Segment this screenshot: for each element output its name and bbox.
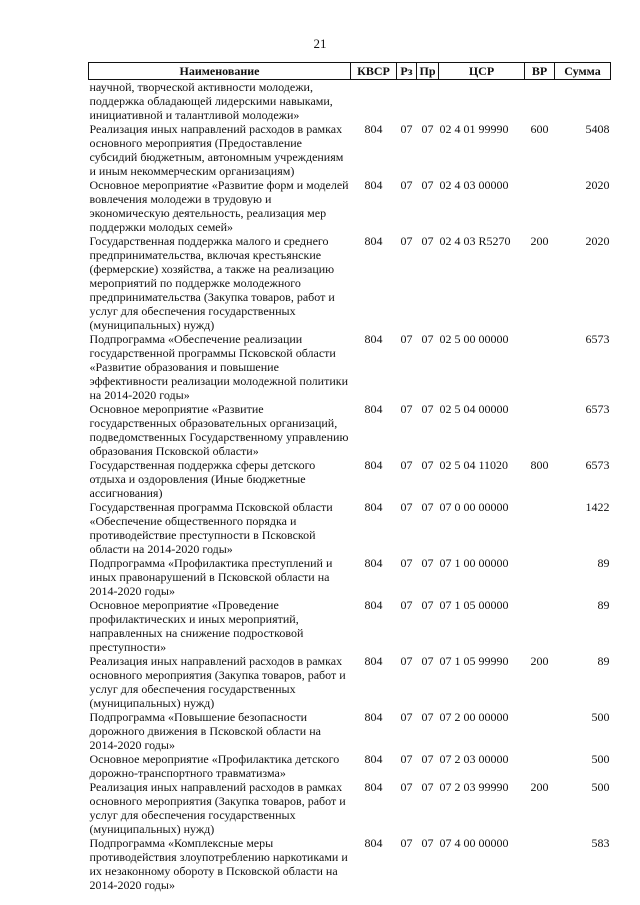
- cell-csr: 02 4 03 00000: [439, 178, 509, 192]
- cell-name: Подпрограмма «Повышение безопасности дорожного движения в Псковской области на 2014-2020 годы»: [89, 710, 321, 752]
- cell-rz: 07: [400, 752, 413, 766]
- cell-rz: 07: [400, 598, 413, 612]
- cell-csr: 02 5 00 00000: [439, 332, 509, 346]
- cell-vr: [525, 332, 555, 402]
- cell-pr: 07: [421, 836, 434, 850]
- table-row: [89, 402, 611, 458]
- table-row: [89, 500, 611, 556]
- cell-csr: 02 4 01 99990: [439, 122, 509, 136]
- cell-csr: 07 2 03 00000: [439, 752, 509, 766]
- cell-csr: 07 1 05 00000: [439, 598, 509, 612]
- cell-vr: 800: [530, 458, 549, 472]
- cell-sum: 6573: [585, 402, 610, 416]
- cell-kvsr: 804: [364, 654, 383, 668]
- cell-kvsr: 804: [364, 402, 383, 416]
- cell-pr: 07: [421, 122, 434, 136]
- cell-name: Основное мероприятие «Проведение профилактических и иных мероприятий, направленных на снижение подростковой преступности»: [89, 598, 304, 654]
- cell-rz: 07: [400, 402, 413, 416]
- cell-sum: 2020: [585, 178, 610, 192]
- cell-sum: 1422: [585, 500, 610, 514]
- cell-vr: [525, 598, 555, 654]
- cell-csr: 02 4 03 R5270: [439, 234, 511, 248]
- table-row: [89, 598, 611, 654]
- cell-vr: [525, 178, 555, 234]
- cell-pr: 07: [421, 654, 434, 668]
- cell-rz: 07: [400, 710, 413, 724]
- cell-vr: [525, 752, 555, 780]
- cell-name: Подпрограмма «Профилактика преступлений и иных правонарушений в Псковской области на 2014-2020 годы»: [89, 556, 333, 598]
- header-rz: Рз: [397, 63, 417, 80]
- header-kvsr: КВСР: [351, 63, 397, 80]
- cell-kvsr: 804: [364, 178, 383, 192]
- cell-name: Подпрограмма «Комплексные меры противодействия злоупотреблению наркотиками и их незаконному обороту в Псковской области на 2014-2020 годы»: [89, 836, 348, 892]
- cell-rz: 07: [400, 500, 413, 514]
- cell-sum: 2020: [585, 234, 610, 248]
- table-body: [89, 80, 611, 893]
- header-csr: ЦСР: [439, 63, 525, 80]
- cell-kvsr: 804: [364, 556, 383, 570]
- cell-name: Государственная поддержка сферы детского отдыха и оздоровления (Иные бюджетные ассигнования): [89, 458, 316, 500]
- cell-rz: 07: [400, 178, 413, 192]
- cell-vr: 200: [530, 654, 549, 668]
- cell-pr: 07: [421, 500, 434, 514]
- cell-kvsr: 804: [364, 598, 383, 612]
- cell-rz: 07: [400, 654, 413, 668]
- cell-kvsr: 804: [364, 836, 383, 850]
- cell-sum: 89: [597, 654, 610, 668]
- cell-name: Реализация иных направлений расходов в рамках основного мероприятия (Закупка товаров, работ и услуг для обеспечения государственных (муниципальных) нужд): [89, 780, 346, 836]
- cell-csr: 07 0 00 00000: [439, 500, 509, 514]
- cell-vr: [525, 500, 555, 556]
- cell-csr: 07 2 03 99990: [439, 780, 509, 794]
- cell-rz: 07: [400, 780, 413, 794]
- cell-pr: 07: [421, 332, 434, 346]
- table-row: [89, 654, 611, 710]
- cell-pr: 07: [421, 710, 434, 724]
- table-row: [89, 234, 611, 332]
- cell-sum: 89: [597, 556, 610, 570]
- cell-csr: 07 1 05 99990: [439, 654, 509, 668]
- header-name: Наименование: [89, 63, 351, 80]
- cell-vr: [525, 710, 555, 752]
- cell-sum: 89: [597, 598, 610, 612]
- cell-sum: 6573: [585, 332, 610, 346]
- table-row: [89, 836, 611, 892]
- table-row: [89, 332, 611, 402]
- cell-csr: 07 1 00 00000: [439, 556, 509, 570]
- budget-table: [88, 62, 611, 892]
- cell-kvsr: 804: [364, 500, 383, 514]
- cell-kvsr: 804: [364, 752, 383, 766]
- cell-name: Реализация иных направлений расходов в рамках основного мероприятия (Закупка товаров, работ и услуг для обеспечения государственных (муниципальных) нужд): [89, 654, 346, 710]
- table-row: [89, 710, 611, 752]
- cell-name: Основное мероприятие «Развитие государственных образовательных организаций, подведомственных Государственному управлению образования Псковской области»: [89, 402, 349, 458]
- table-header-row: [89, 63, 611, 80]
- cell-pr: 07: [421, 780, 434, 794]
- cell-rz: 07: [400, 234, 413, 248]
- cell-name: Основное мероприятие «Развитие форм и моделей вовлечения молодежи в трудовую и экономическую деятельность, реализация мер поддержки молодых семей»: [89, 178, 349, 234]
- continuation-row: [89, 80, 611, 123]
- cell-name: Подпрограмма «Обеспечение реализации государственной программы Псковской области «Развитие образования и повышение эффективности реализации молодежной политики на 2014-2020 годы»: [89, 332, 348, 402]
- cell-kvsr: 804: [364, 332, 383, 346]
- cell-rz: 07: [400, 836, 413, 850]
- cell-pr: 07: [421, 402, 434, 416]
- cell-csr: 07 2 00 00000: [439, 710, 509, 724]
- cell-pr: 07: [421, 234, 434, 248]
- cell-vr: 200: [530, 234, 549, 248]
- cell-vr: [525, 556, 555, 598]
- cell-vr: 200: [530, 780, 549, 794]
- cell-vr: 600: [530, 122, 549, 136]
- cell-pr: 07: [421, 458, 434, 472]
- table-row: [89, 752, 611, 780]
- cell-sum: 500: [591, 752, 610, 766]
- cell-kvsr: 804: [364, 458, 383, 472]
- cell-name: Основное мероприятие «Профилактика детского дорожно-транспортного травматизма»: [89, 752, 340, 780]
- cell-kvsr: 804: [364, 122, 383, 136]
- table-row: [89, 780, 611, 836]
- cell-sum: 5408: [585, 122, 610, 136]
- table-row: [89, 556, 611, 598]
- cell-pr: 07: [421, 598, 434, 612]
- cell-csr: 02 5 04 11020: [439, 458, 509, 472]
- cell-sum: 6573: [585, 458, 610, 472]
- cell-rz: 07: [400, 122, 413, 136]
- cell-rz: 07: [400, 458, 413, 472]
- continuation-text: научной, творческой активности молодежи, поддержка обладающей лидерскими навыками, инициативной и талантливой молодежи»: [89, 80, 333, 122]
- cell-pr: 07: [421, 178, 434, 192]
- cell-csr: 02 5 04 00000: [439, 402, 509, 416]
- header-pr: Пр: [417, 63, 439, 80]
- table-row: [89, 458, 611, 500]
- cell-csr: 07 4 00 00000: [439, 836, 509, 850]
- cell-kvsr: 804: [364, 780, 383, 794]
- cell-vr: [525, 402, 555, 458]
- cell-rz: 07: [400, 556, 413, 570]
- cell-pr: 07: [421, 556, 434, 570]
- cell-kvsr: 804: [364, 234, 383, 248]
- cell-name: Государственная поддержка малого и среднего предпринимательства, включая крестьянские (фермерские) хозяйства, а также на реализацию мероприятий по поддержке молодежного предпринимательства (Закупка товаров, работ и услуг для обеспечения государственных (муниципальных) нужд): [89, 234, 335, 332]
- page-number: 21: [313, 36, 327, 51]
- header-sum: Сумма: [555, 63, 611, 80]
- cell-name: Государственная программа Псковской области «Обеспечение общественного порядка и противодействие преступности в Псковской области на 2014-2020 годы»: [89, 500, 333, 556]
- cell-pr: 07: [421, 752, 434, 766]
- cell-rz: 07: [400, 332, 413, 346]
- cell-vr: [525, 836, 555, 892]
- cell-sum: 583: [591, 836, 610, 850]
- header-vr: ВР: [525, 63, 555, 80]
- cell-kvsr: 804: [364, 710, 383, 724]
- cell-sum: 500: [591, 780, 610, 794]
- cell-name: Реализация иных направлений расходов в рамках основного мероприятия (Предоставление субсидий бюджетным, автономным учреждениям и иным некоммерческим организациям): [89, 122, 344, 178]
- table-row: [89, 178, 611, 234]
- table-row: [89, 122, 611, 178]
- cell-sum: 500: [591, 710, 610, 724]
